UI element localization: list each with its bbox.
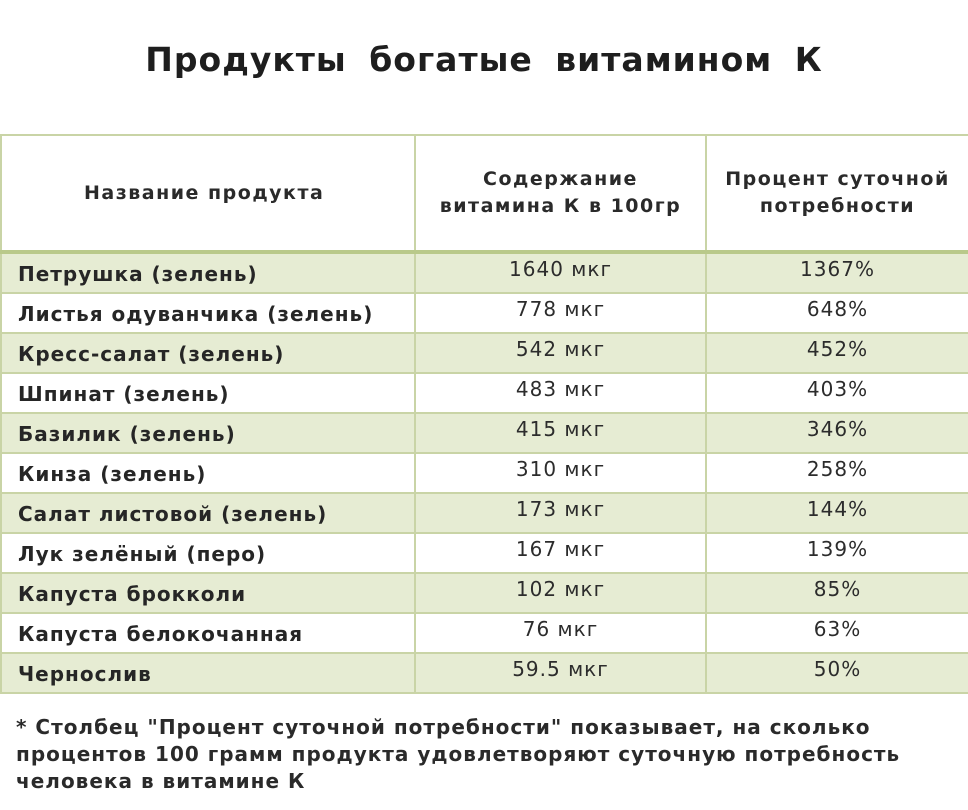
vitamin-content: 483 мкг [415, 373, 706, 413]
table-row [1, 493, 968, 533]
table-row [1, 413, 968, 453]
column-header-percent: Процент суточной потребности [706, 135, 968, 252]
table-row [1, 613, 968, 653]
product-name: Салат листовой (зелень) [1, 493, 415, 533]
table-header-row [1, 135, 968, 252]
column-header-content: Содержание витамина К в 100гр [415, 135, 706, 252]
vitamin-content: 173 мкг [415, 493, 706, 533]
product-name: Петрушка (зелень) [1, 252, 415, 293]
daily-percent: 139% [706, 533, 968, 573]
vitamin-content: 778 мкг [415, 293, 706, 333]
table-row [1, 533, 968, 573]
table-row [1, 252, 968, 293]
daily-percent: 452% [706, 333, 968, 373]
product-name: Листья одуванчика (зелень) [1, 293, 415, 333]
daily-percent: 648% [706, 293, 968, 333]
product-name: Кинза (зелень) [1, 453, 415, 493]
page-title: Продукты богатые витамином К [145, 40, 823, 79]
table-row [1, 453, 968, 493]
footnote-text: * Столбец "Процент суточной потребности" показывает, на сколько процентов 100 грамм продукта удовлетворяют суточную потребность человека в витамине К [16, 715, 901, 793]
vitamin-content: 167 мкг [415, 533, 706, 573]
vitamin-content: 102 мкг [415, 573, 706, 613]
product-name: Шпинат (зелень) [1, 373, 415, 413]
vitamin-content: 1640 мкг [415, 252, 706, 293]
vitamin-content: 310 мкг [415, 453, 706, 493]
vitamin-content: 415 мкг [415, 413, 706, 453]
product-name: Лук зелёный (перо) [1, 533, 415, 573]
table-row [1, 373, 968, 413]
footnote [0, 704, 968, 810]
product-name: Чернослив [1, 653, 415, 693]
product-name: Капуста белокочанная [1, 613, 415, 653]
vitamin-content: 76 мкг [415, 613, 706, 653]
daily-percent: 50% [706, 653, 968, 693]
daily-percent: 1367% [706, 252, 968, 293]
daily-percent: 346% [706, 413, 968, 453]
product-name: Кресс-салат (зелень) [1, 333, 415, 373]
vitamin-k-table [0, 134, 968, 694]
table-row [1, 333, 968, 373]
column-header-name: Название продукта [1, 135, 415, 252]
daily-percent: 144% [706, 493, 968, 533]
product-name: Капуста брокколи [1, 573, 415, 613]
daily-percent: 85% [706, 573, 968, 613]
table-row [1, 293, 968, 333]
product-name: Базилик (зелень) [1, 413, 415, 453]
daily-percent: 403% [706, 373, 968, 413]
daily-percent: 258% [706, 453, 968, 493]
vitamin-content: 59.5 мкг [415, 653, 706, 693]
vitamin-content: 542 мкг [415, 333, 706, 373]
table-row [1, 573, 968, 613]
daily-percent: 63% [706, 613, 968, 653]
table-row [1, 653, 968, 693]
